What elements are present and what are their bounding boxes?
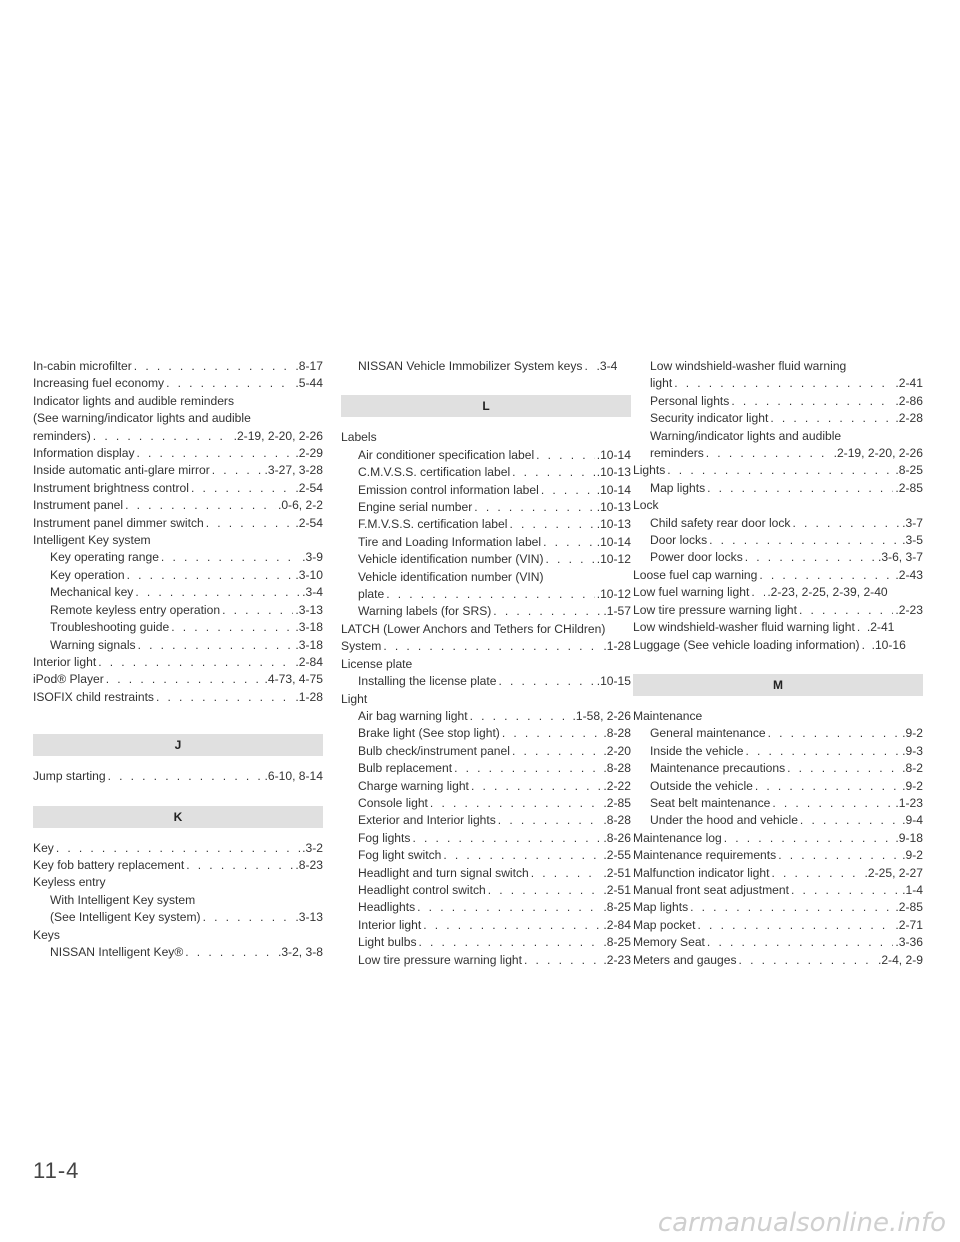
index-entry: Labels	[341, 430, 377, 445]
index-subentry: Under the hood and vehicle . . . .9-4	[633, 812, 923, 829]
index-subentry: (See Intelligent Key system) . . . .3-13	[33, 909, 323, 926]
index-subentry: Brake light (See stop light) . . . .8-28	[341, 725, 631, 742]
watermark: carmanualsonline.info	[657, 1208, 946, 1238]
index-subentry: Key operation . . . .3-10	[33, 567, 323, 584]
index-subentry: Vehicle identification number (VIN)	[358, 569, 544, 584]
index-subentry: Headlight control switch . . . .2-51	[341, 882, 631, 899]
index-subentry: Air bag warning light . . . .1-58, 2-26	[341, 708, 631, 725]
index-subentry: Air conditioner specification label . . . .10-14	[341, 447, 631, 464]
index-subentry: Key operating range . . . .3-9	[33, 549, 323, 566]
index-subentry: Mechanical key . . . .3-4	[33, 584, 323, 601]
index-entry: Lights . . . .8-25	[633, 462, 923, 479]
section-header-m: M	[633, 674, 923, 696]
index-entry: Instrument brightness control . . . .2-54	[33, 480, 323, 497]
index-subentry: Seat belt maintenance . . . .1-23	[633, 795, 923, 812]
index-entry: Maintenance log . . . .9-18	[633, 830, 923, 847]
index-subentry: Headlight and turn signal switch . . . .2-51	[341, 865, 631, 882]
index-entry: Malfunction indicator light . . . .2-25, 2-27	[633, 865, 923, 882]
index-entry: Jump starting . . . .6-10, 8-14	[33, 768, 323, 785]
index-entry: iPod® Player . . . .4-73, 4-75	[33, 671, 323, 688]
section-header-l: L	[341, 395, 631, 417]
index-entry: Low fuel warning light . . . .2-23, 2-25, 2-39, 2-40	[633, 584, 923, 601]
index-entry: Information display . . . .2-29	[33, 445, 323, 462]
index-entry: Manual front seat adjustment . . . .1-4	[633, 882, 923, 899]
index-subentry: Troubleshooting guide . . . .3-18	[33, 619, 323, 636]
index-subentry: Engine serial number . . . .10-13	[341, 499, 631, 516]
index-subentry: Headlights . . . .8-25	[341, 899, 631, 916]
index-entry: Memory Seat . . . .3-36	[633, 934, 923, 951]
index-entry: Light	[341, 691, 368, 706]
index-subentry: Outside the vehicle . . . .9-2	[633, 778, 923, 795]
index-subentry: Tire and Loading Information label . . . .10-14	[341, 534, 631, 551]
index-subentry: Vehicle identification number (VIN) . . . .10-12	[341, 551, 631, 568]
index-subentry: General maintenance . . . .9-2	[633, 725, 923, 742]
index-subentry: NISSAN Intelligent Key® . . . .3-2, 3-8	[33, 944, 323, 961]
index-subentry: Remote keyless entry operation . . . .3-13	[33, 602, 323, 619]
index-entry: Indicator lights and audible reminders	[33, 393, 235, 408]
index-entry: System . . . .1-28	[341, 638, 631, 655]
index-entry: Keyless entry	[33, 875, 106, 890]
index-subentry: Inside the vehicle . . . .9-3	[633, 743, 923, 760]
index-entry: ISOFIX child restraints . . . .1-28	[33, 689, 323, 706]
index-column-1	[33, 358, 323, 961]
index-subentry: Interior light . . . .2-84	[341, 917, 631, 934]
section-header-k: K	[33, 806, 323, 828]
index-subentry: Exterior and Interior lights . . . .8-28	[341, 812, 631, 829]
index-entry: Intelligent Key system	[33, 533, 151, 548]
index-subentry: light . . . .2-41	[633, 375, 923, 392]
index-entry: Maintenance	[633, 708, 703, 723]
index-subentry: Maintenance precautions . . . .8-2	[633, 760, 923, 777]
index-entry: Interior light . . . .2-84	[33, 654, 323, 671]
index-subentry: Bulb check/instrument panel . . . .2-20	[341, 743, 631, 760]
index-subentry: Security indicator light . . . .2-28	[633, 410, 923, 427]
index-subentry: Bulb replacement . . . .8-28	[341, 760, 631, 777]
index-entry: Meters and gauges . . . .2-4, 2-9	[633, 952, 923, 969]
index-subentry: Low windshield-washer fluid warning	[650, 359, 847, 373]
index-subentry: NISSAN Vehicle Immobilizer System keys . . . .3-4	[341, 358, 631, 375]
index-subentry: Map lights . . . .2-85	[633, 480, 923, 497]
index-subentry: Personal lights . . . .2-86	[633, 393, 923, 410]
index-entry: (See warning/indicator lights and audible	[33, 411, 251, 426]
index-subentry: Door locks . . . .3-5	[633, 532, 923, 549]
index-entry: Key fob battery replacement . . . .8-23	[33, 857, 323, 874]
index-subentry: Light bulbs . . . .8-25	[341, 934, 631, 951]
index-entry: Low windshield-washer fluid warning light . . . .2-41	[633, 619, 923, 636]
index-entry: Map lights . . . .2-85	[633, 899, 923, 916]
index-column-2	[341, 358, 631, 969]
index-entry: Instrument panel . . . .0-6, 2-2	[33, 497, 323, 514]
index-entry: Keys	[33, 927, 60, 942]
index-subentry: Fog light switch . . . .2-55	[341, 847, 631, 864]
index-subentry: Fog lights . . . .8-26	[341, 830, 631, 847]
index-entry: Maintenance requirements . . . .9-2	[633, 847, 923, 864]
index-subentry: Charge warning light . . . .2-22	[341, 778, 631, 795]
page-number: 11-4	[33, 1158, 80, 1183]
index-subentry: Console light . . . .2-85	[341, 795, 631, 812]
index-entry: Key . . . .3-2	[33, 840, 323, 857]
index-subentry: Warning labels (for SRS) . . . .1-57	[341, 603, 631, 620]
section-header-j: J	[33, 734, 323, 756]
index-entry: Low tire pressure warning light . . . .2-23	[633, 602, 923, 619]
index-entry: Loose fuel cap warning . . . .2-43	[633, 567, 923, 584]
index-subentry: Low tire pressure warning light . . . .2-23	[341, 952, 631, 969]
index-entry: Luggage (See vehicle loading information) . . . .10-16	[633, 637, 923, 654]
index-subentry: F.M.V.S.S. certification label . . . .10-13	[341, 516, 631, 533]
index-subentry: Child safety rear door lock . . . .3-7	[633, 515, 923, 532]
index-column-3	[633, 358, 923, 969]
index-subentry: reminders . . . .2-19, 2-20, 2-26	[633, 445, 923, 462]
index-subentry: With Intelligent Key system	[50, 892, 196, 907]
index-subentry: C.M.V.S.S. certification label . . . .10-13	[341, 464, 631, 481]
index-entry: Lock	[633, 498, 659, 513]
index-entry: Map pocket . . . .2-71	[633, 917, 923, 934]
index-subentry: Power door locks . . . .3-6, 3-7	[633, 549, 923, 566]
index-subentry: Warning signals . . . .3-18	[33, 637, 323, 654]
index-subentry: Emission control information label . . . .10-14	[341, 482, 631, 499]
index-entry: reminders) . . . .2-19, 2-20, 2-26	[33, 428, 323, 445]
index-subentry: Installing the license plate . . . .10-15	[341, 673, 631, 690]
index-entry: Instrument panel dimmer switch . . . .2-54	[33, 515, 323, 532]
index-entry: In-cabin microfilter . . . .8-17	[33, 358, 323, 375]
index-entry: Inside automatic anti-glare mirror . . . .3-27, 3-28	[33, 462, 323, 479]
index-entry: LATCH (Lower Anchors and Tethers for CHildren)	[341, 621, 606, 636]
index-subentry: plate . . . .10-12	[341, 586, 631, 603]
index-subentry: Warning/indicator lights and audible	[650, 428, 842, 443]
index-entry: Increasing fuel economy . . . .5-44	[33, 375, 323, 392]
index-entry: License plate	[341, 656, 413, 671]
